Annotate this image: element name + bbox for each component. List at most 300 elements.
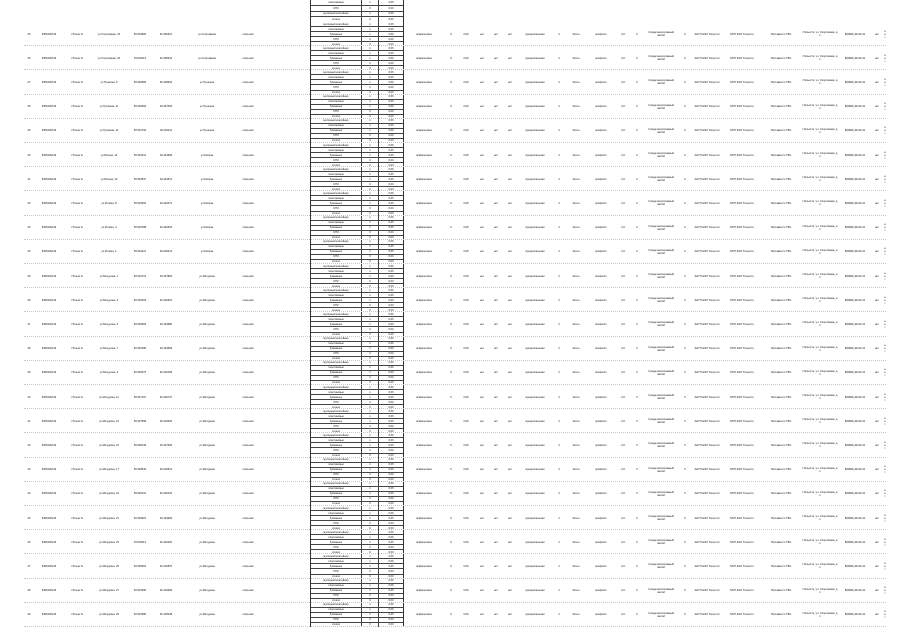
cell-text: 6 (450, 250, 452, 254)
cell-text: асфальтовое (416, 371, 432, 375)
cell-f4 (872, 433, 882, 457)
cell-text: 53.524712 (133, 274, 147, 278)
cell-f1 (476, 385, 488, 409)
subgrid-volume: 0,00 (388, 328, 394, 331)
cell-text: муниципальная (525, 177, 545, 181)
subgrid-volume: 0,66 (388, 0, 394, 4)
cell-vol (458, 22, 474, 46)
cell-text: 8(8482)-48-00-41 (844, 56, 866, 60)
table-row (24, 385, 886, 409)
cell-cover (404, 554, 444, 578)
cell-wall (566, 482, 586, 506)
cell-owner_org (644, 312, 678, 336)
cell-f4 (872, 506, 882, 530)
cell-text: 6 (684, 443, 686, 447)
cell-ogrn (692, 191, 722, 215)
subgrid-label: КГМ (311, 594, 362, 598)
subgrid-count: 1 (362, 269, 379, 273)
cell-text: г.Тольятти (70, 443, 84, 447)
subgrid-count: 1 (362, 342, 379, 346)
cell-text: 6305445143 (41, 613, 57, 617)
cell-text: открытая (242, 347, 254, 351)
cell-text: 49.425103 (159, 492, 173, 496)
cell-text: 2,0 (621, 250, 625, 254)
cell-text: профлист (595, 419, 607, 423)
cell-addr2 (802, 264, 838, 288)
subgrid-volume: 0,00 (388, 357, 394, 361)
cell-text: г.Тольятти, ул. Спортивная, д. 1 (802, 176, 838, 183)
cell-text: 49.455943 (159, 56, 173, 60)
cell-f2 (490, 361, 502, 385)
cell-text: 0 (636, 201, 638, 205)
subgrid-count: 0 (362, 376, 379, 380)
cell-lat (128, 409, 152, 433)
cell-area (446, 240, 456, 264)
cell-lat (128, 191, 152, 215)
cell-area (446, 119, 456, 143)
cell-owner_org (644, 46, 678, 70)
cell-site (884, 46, 886, 70)
cell-text: нет (875, 613, 879, 617)
cell-text: г.Тольятти, ул. Спортивная, д. 1 (802, 490, 838, 497)
cell-code (36, 312, 62, 336)
subgrid-label: пластиковые (311, 317, 362, 321)
cell-f2 (490, 167, 502, 191)
cell-vol (458, 506, 474, 530)
cell-text: асфальтовое (416, 540, 432, 544)
cell-text: нет (480, 371, 484, 375)
cell-f2 (490, 119, 502, 143)
subgrid-label: бумажные (311, 516, 362, 520)
cell-owner_org (644, 216, 678, 240)
subgrid-label: стекло (311, 550, 362, 554)
cell-text: 2,0 (621, 347, 625, 351)
subgrid-count: 0 (362, 594, 379, 598)
cell-text: г.Тольятти (70, 177, 84, 181)
cell-reg (762, 579, 800, 603)
cell-text: ул.Мичурина (199, 322, 215, 326)
cell-reg (762, 409, 800, 433)
cell-h (616, 361, 630, 385)
subgrid-label: бумажные (311, 32, 362, 36)
cell-text: муниципальная (525, 347, 545, 351)
cell-owner_org (644, 264, 678, 288)
subgrid-volume: 0,66 (388, 438, 394, 442)
subgrid-volume: 0,66 (388, 105, 394, 109)
cell-text: 0,66 (463, 56, 469, 60)
cell-text: 6 (450, 492, 452, 496)
cell-text: нет (494, 201, 498, 205)
cell-text: асфальтовое (416, 347, 432, 351)
cell-f4 (872, 240, 882, 264)
table-row (24, 603, 886, 627)
subgrid-label: пластиковые (311, 100, 362, 104)
cell-mgmt (518, 216, 552, 240)
cell-text: 0,66 (463, 540, 469, 544)
cell-inn (680, 191, 690, 215)
cell-type (236, 264, 260, 288)
subgrid-label: бумажные (311, 105, 362, 109)
cell-text: нет (494, 153, 498, 157)
cell-text: бетон (572, 226, 580, 230)
cell-ogrn (692, 312, 722, 336)
cell-text: бетон (572, 540, 580, 544)
cell-resp (724, 22, 760, 46)
container-subgrid (310, 216, 404, 240)
cell-owner_org (644, 95, 678, 119)
cell-site (884, 482, 886, 506)
cell-text: г.Тольятти, ул. Спортивная, д. 1 (802, 466, 838, 473)
cell-num (24, 458, 34, 482)
cell-text: бетон (572, 201, 580, 205)
cell-h (616, 337, 630, 361)
cell-fence (632, 240, 642, 264)
cell-cover (404, 312, 444, 336)
cell-h (616, 288, 630, 312)
cell-site (884, 288, 886, 312)
subgrid-label: бумажные (311, 443, 362, 447)
subgrid-count: 0 (362, 381, 379, 385)
cell-text: 0,66 (463, 468, 469, 472)
cell-f1 (476, 191, 488, 215)
cell-f3 (504, 119, 516, 143)
cell-addr2 (802, 46, 838, 70)
cell-text: муниципальная (525, 564, 545, 568)
cell-f2 (490, 240, 502, 264)
subgrid-label: бумажные (311, 347, 362, 351)
cell-text: АНУП ЖКХ Тольятти (694, 564, 720, 568)
cell-inn (680, 264, 690, 288)
cell-text: МУП ЖКХ Тольятти (730, 516, 754, 520)
cell-street (92, 22, 126, 46)
subgrid-label: КГМ (311, 424, 362, 428)
cell-type (236, 216, 260, 240)
cell-text: ул.Мичурина (199, 298, 215, 302)
cell-ogrn (692, 143, 722, 167)
cell-addr2 (802, 95, 838, 119)
cell-f4 (872, 95, 882, 119)
cell-text: нет (480, 540, 484, 544)
cell-text: АНУП ЖКХ Тольятти (694, 298, 720, 302)
cell-text: открытая (242, 56, 254, 60)
top-continuation-subgrid (310, 0, 404, 22)
cell-mgmt (518, 119, 552, 143)
cell-f2 (490, 288, 502, 312)
subgrid-label: стекло (311, 429, 362, 433)
subgrid-label: мусорный контейнер (311, 458, 362, 462)
cell-num (24, 530, 34, 554)
cell-text: 8(8482)-48-00-41 (844, 201, 866, 205)
cell-lon (154, 603, 178, 627)
cell-text: профлист (595, 443, 607, 447)
cell-f2 (490, 506, 502, 530)
subgrid-count: 1 (362, 240, 379, 244)
cell-text: нет (494, 613, 498, 617)
cell-h (616, 409, 630, 433)
cell-num (24, 288, 34, 312)
subgrid-label: пластиковые (311, 245, 362, 249)
subgrid-volume: 0,00 (388, 545, 394, 549)
cell-addr (180, 530, 234, 554)
cell-resp (724, 264, 760, 288)
cell-text: 3 ряда многоэтажный жилой (648, 273, 674, 280)
subgrid-count: 1 (362, 124, 379, 128)
subgrid-volume: 0,66 (388, 95, 394, 99)
subgrid-label: стекло (311, 381, 362, 385)
cell-text: 0,66 (463, 32, 469, 36)
cell-text: 8(8482)-48-00-41 (844, 443, 866, 447)
subgrid-count: 1 (362, 443, 379, 447)
subgrid-count: 0 (362, 352, 379, 356)
cell-f1 (476, 409, 488, 433)
cell-addr (180, 409, 234, 433)
subgrid-count: 0 (362, 134, 379, 138)
cell-area (446, 191, 456, 215)
cell-num (24, 22, 34, 46)
cell-mgmt (518, 482, 552, 506)
cell-text: г.Тольятти, ул. Спортивная, д. 1 (802, 224, 838, 231)
cell-f3 (504, 337, 516, 361)
cell-addr2 (802, 191, 838, 215)
subgrid-volume: 0,66 (388, 293, 394, 297)
cell-reg (762, 46, 800, 70)
cell-text: 3 ряда многоэтажный жилой (648, 55, 674, 62)
cell-addr (180, 46, 234, 70)
cell-addr (180, 95, 234, 119)
cell-fence (632, 506, 642, 530)
subgrid-count: 1 (362, 463, 379, 467)
cell-inn (680, 361, 690, 385)
cell-text: ул.Мичурина, 29 (99, 613, 119, 617)
cell-text: 53.529131 (133, 492, 147, 496)
cell-text: 49.447625 (159, 105, 173, 109)
cell-text: профлист (595, 105, 607, 109)
cell-resp (724, 95, 760, 119)
cell-text: профлист (595, 298, 607, 302)
subgrid-volume: 0,66 (388, 153, 394, 157)
subgrid-label: стекло (311, 66, 362, 70)
cell-code (36, 191, 62, 215)
cell-inn (680, 579, 690, 603)
cell-text: нет (508, 201, 512, 205)
cell-city (64, 385, 90, 409)
subgrid-count: 0 (362, 206, 379, 210)
cell-text: нет (494, 322, 498, 326)
cell-text: открытая (242, 250, 254, 254)
cell-roof (588, 554, 614, 578)
cell-text: муниципальная (525, 589, 545, 593)
cell-f2 (490, 603, 502, 627)
cell-city (64, 554, 90, 578)
cell-lat (128, 506, 152, 530)
cell-text: 8(8482)-48-00-41 (844, 298, 866, 302)
cell-text: 0,66 (463, 589, 469, 593)
cell-f4 (872, 482, 882, 506)
cell-reg (762, 458, 800, 482)
cell-owner_org (644, 143, 678, 167)
subgrid-label: мусорный контейнер (311, 554, 362, 558)
cell-site (884, 433, 886, 457)
cell-text: Поставка по ГБО (770, 201, 792, 205)
cell-text: АНУП ЖКХ Тольятти (694, 419, 720, 423)
cell-text: нет (494, 419, 498, 423)
cell-num (24, 554, 34, 578)
cell-text: нет (884, 150, 886, 160)
cell-addr (180, 288, 234, 312)
cell-f2 (490, 337, 502, 361)
cell-f4 (872, 119, 882, 143)
cell-type (236, 95, 260, 119)
subgrid-label: стекло (311, 405, 362, 409)
subgrid-volume: 0,66 (388, 196, 394, 200)
cell-text: асфальтовое (416, 105, 432, 109)
cell-site (884, 361, 886, 385)
cell-text: нет (480, 492, 484, 496)
cell-cover (404, 240, 444, 264)
cell-lat (128, 22, 152, 46)
cell-text: 6 (684, 274, 686, 278)
cell-text: асфальтовое (416, 80, 432, 84)
cell-reg (762, 264, 800, 288)
cell-num (24, 95, 34, 119)
subgrid-label: КГМ (311, 85, 362, 89)
cell-inn (680, 603, 690, 627)
cell-text: 53.522847 (133, 177, 147, 181)
subgrid-count: 0 (362, 327, 379, 331)
cell-text: бетон (572, 274, 580, 278)
subgrid-label: мусорный контейнер (311, 264, 362, 268)
cell-text: 6305445143 (41, 105, 57, 109)
subgrid-volume: 0,66 (388, 177, 394, 181)
cell-wall (566, 216, 586, 240)
subgrid-count: 1 (362, 250, 379, 254)
cell-text: г.Тольятти, ул. Спортивная, д. 1 (802, 442, 838, 449)
cell-qty (554, 167, 564, 191)
subgrid-label: КГМ (311, 400, 362, 404)
cell-text: АНУП ЖКХ Тольятти (694, 443, 720, 447)
cell-text: ул.Мичурина, 23 (99, 540, 119, 544)
cell-owner_org (644, 554, 678, 578)
cell-lat (128, 530, 152, 554)
table-row (24, 70, 886, 94)
cell-f3 (504, 554, 516, 578)
cell-text: нет (884, 77, 886, 87)
subgrid-count: 0 (362, 405, 379, 409)
cell-site (884, 240, 886, 264)
cell-text: 8(8482)-48-00-41 (844, 371, 866, 375)
cell-addr (180, 216, 234, 240)
subgrid-count: 0 (362, 110, 379, 114)
cell-text: муниципальная (525, 298, 545, 302)
subgrid-label: мусорный контейнер (311, 191, 362, 195)
subgrid-label: мусорный контейнер (311, 22, 362, 26)
cell-area (446, 603, 456, 627)
subgrid-label: КГМ (311, 279, 362, 283)
cell-city (64, 506, 90, 530)
cell-code (36, 95, 62, 119)
subgrid-label: пластиковые (311, 221, 362, 225)
subgrid-label: бумажные (311, 153, 362, 157)
cell-text: МУП ЖКХ Тольятти (730, 613, 754, 617)
cell-num (24, 603, 34, 627)
cell-wall (566, 167, 586, 191)
cell-text: 27 (27, 80, 31, 84)
cell-text: 49.437802 (159, 274, 173, 278)
cell-text: нет (884, 440, 886, 450)
cell-ogrn (692, 409, 722, 433)
cell-fence (632, 312, 642, 336)
cell-type (236, 482, 260, 506)
subgrid-count: 0 (362, 618, 379, 622)
subgrid-volume: 0,66 (388, 245, 394, 249)
cell-street (92, 95, 126, 119)
cell-lon (154, 264, 178, 288)
cell-inn (680, 70, 690, 94)
cell-type (236, 337, 260, 361)
cell-f1 (476, 603, 488, 627)
subgrid-count: 0 (362, 158, 379, 162)
cell-text: 0 (636, 613, 638, 617)
cell-text: МУП ЖКХ Тольятти (730, 105, 754, 109)
cell-text: 49.436391 (159, 298, 173, 302)
cell-city (64, 46, 90, 70)
cell-phone (840, 458, 870, 482)
cell-wall (566, 264, 586, 288)
cell-street (92, 337, 126, 361)
cell-text: 8(8482)-48-00-41 (844, 395, 866, 399)
cell-text: муниципальная (525, 250, 545, 254)
cell-num (24, 482, 34, 506)
subgrid-label: КГМ (311, 497, 362, 501)
cell-text: 6 (684, 371, 686, 375)
subgrid-volume: 0,00 (388, 526, 394, 530)
cell-wall (566, 22, 586, 46)
cell-city (64, 143, 90, 167)
cell-text: 53.531586 (133, 613, 147, 617)
cell-vol (458, 312, 474, 336)
cell-text: 0,66 (463, 564, 469, 568)
cell-text: 6305445143 (41, 56, 57, 60)
subgrid-label: КГМ (311, 206, 362, 210)
cell-text: 49.426514 (159, 468, 173, 472)
cell-text: МУП ЖКХ Тольятти (730, 274, 754, 278)
subgrid-label: мусорный контейнер (311, 70, 362, 74)
cell-text: нет (494, 443, 498, 447)
cell-vol (458, 385, 474, 409)
cell-text: 6 (684, 226, 686, 230)
cell-addr2 (802, 603, 838, 627)
cell-cover (404, 70, 444, 94)
cell-f1 (476, 119, 488, 143)
cell-owner_org (644, 240, 678, 264)
cell-text: асфальтовое (416, 129, 432, 133)
cell-f3 (504, 264, 516, 288)
cell-text: бетон (572, 129, 580, 133)
cell-text: ул.Мичурина (199, 468, 215, 472)
cell-reg (762, 167, 800, 191)
cell-lat (128, 143, 152, 167)
cell-text: 0,66 (463, 347, 469, 351)
cell-text: 4 (558, 177, 560, 181)
cell-text: 0,66 (463, 201, 469, 205)
subgrid-label: бумажные (311, 56, 362, 60)
cell-f3 (504, 409, 516, 433)
cell-text: 53.520114 (133, 56, 147, 60)
cell-text: МУП ЖКХ Тольятти (730, 129, 754, 133)
cell-text: нет (508, 153, 512, 157)
cell-inn (680, 167, 690, 191)
cell-phone (840, 603, 870, 627)
